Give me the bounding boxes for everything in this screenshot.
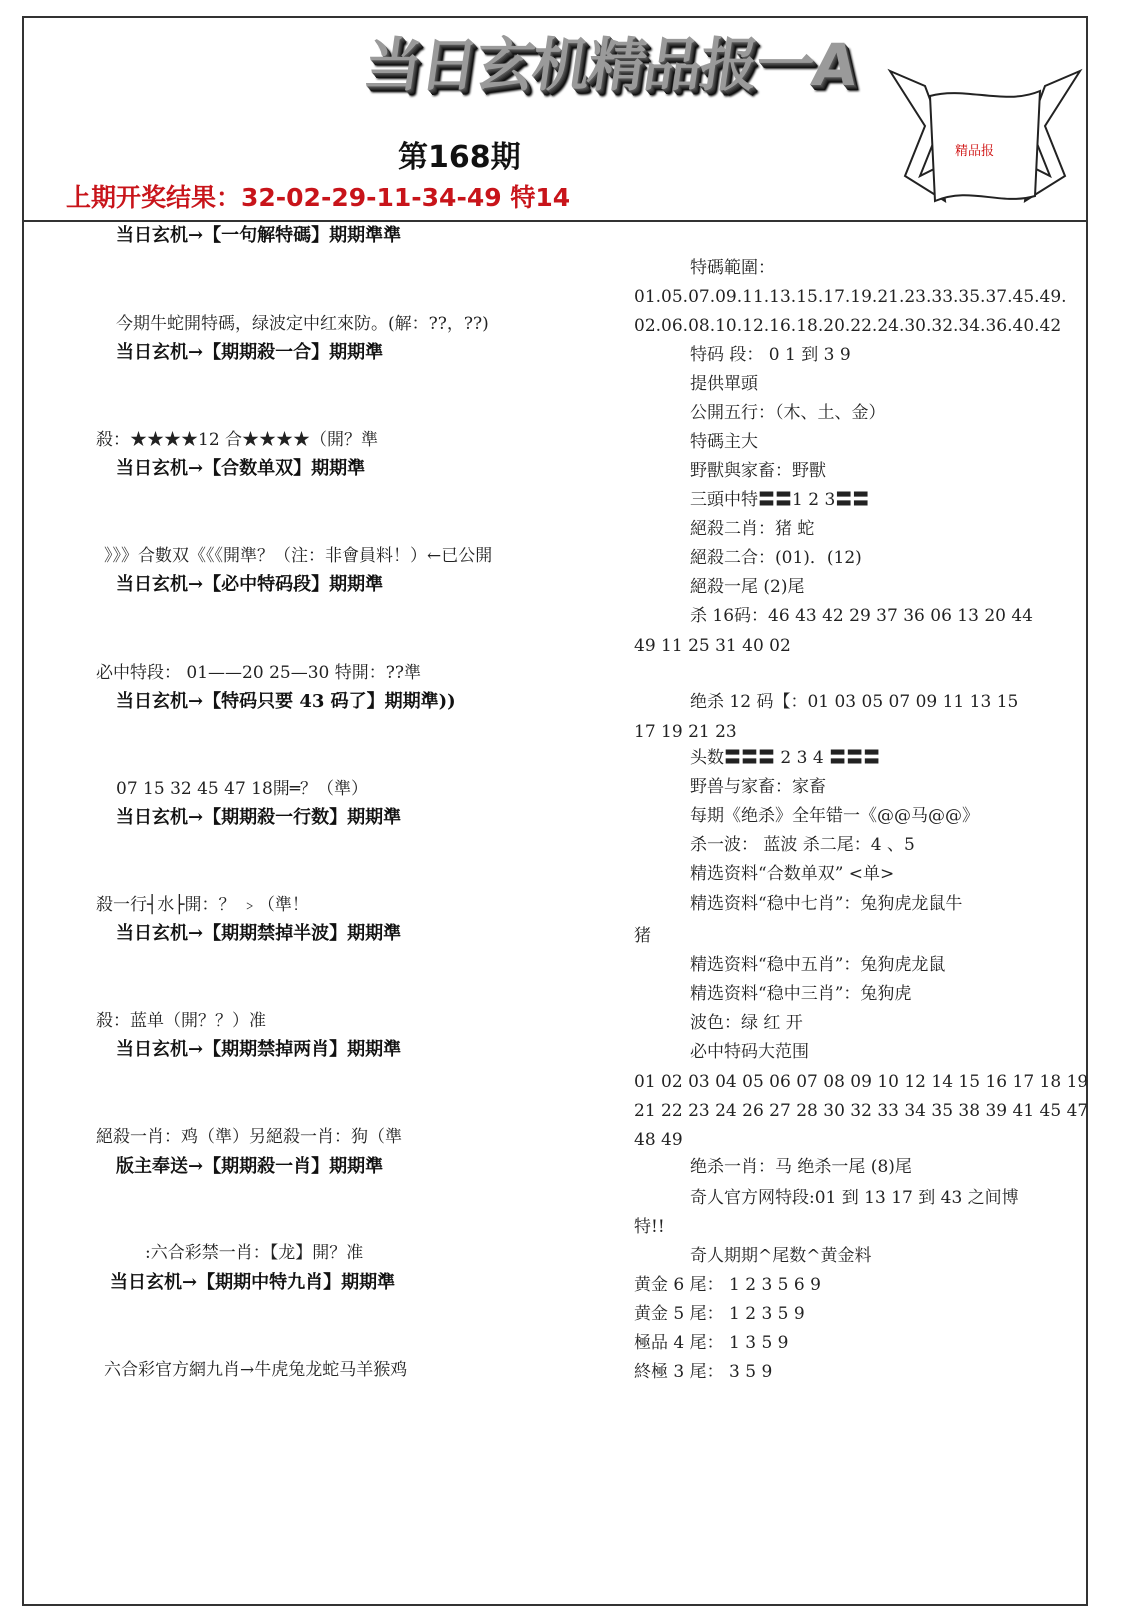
info-line: 杀 16码：46 43 42 29 37 36 06 13 20 44 [690,606,1033,626]
issue-number: 第168期 [398,140,521,175]
info-line: 野兽与家畜：家畜 [690,777,826,797]
section-heading: 当日玄机→【期期中特九肖】期期準 [110,1272,396,1293]
info-line: 絕殺二肖：猪 蛇 [690,519,815,539]
section-heading: 当日玄机→【期期禁掉两肖】期期準 [116,1039,402,1060]
header-divider [22,220,1088,222]
info-line: 野獸與家畜：野獸 [690,461,826,481]
info-line: 必中特码大范围 [690,1042,809,1062]
info-line: 絕殺二合：(01)．(12) [690,548,862,568]
info-line: 精选资料“合数单双” <单> [690,864,895,884]
info-line: 49 11 25 31 40 02 [634,636,791,656]
section-heading: 当日玄机→【期期殺一行数】期期準 [116,807,402,828]
info-line: 特碼範圍： [690,258,775,278]
section-heading: 当日玄机→【特码只要 43 码了】期期準)) [116,691,456,712]
section-heading: 当日玄机→【期期殺一合】期期準 [116,342,384,363]
info-line: 02.06.08.10.12.16.18.20.22.24.30.32.34.36.40.42 [634,316,1062,336]
section-content: 殺：★★★★12 合★★★★（開？準 [96,430,379,450]
info-line: 01 02 03 04 05 06 07 08 09 10 12 14 15 16 17 18 19 [634,1072,1089,1092]
info-line: 17 19 21 23 [634,722,737,742]
info-line: 奇人官方网特段:01 到 13 17 到 43 之间博 [690,1188,1019,1208]
info-line: 特码 段： 0 1 到 3 9 [690,345,851,365]
info-line: 精选资料“稳中五肖”：兔狗虎龙鼠 [690,955,946,975]
info-line: 头数〓〓〓 2 3 4 〓〓〓 [690,748,881,768]
section-heading: 当日玄机→【一句解特碼】期期準準 [116,225,402,246]
info-line: 绝杀一肖：马 绝杀一尾 (8)尾 [690,1157,912,1177]
info-line: 特!! [634,1217,665,1237]
info-line: 提供單頭 [690,374,758,394]
info-line: 杀一波： 蓝波 杀二尾：4 、5 [690,835,915,855]
section-content: 殺一行┤水├開：？ ﹥（準！ [96,895,309,915]
info-line: 猪 [634,926,651,946]
info-line: 绝杀 12 码【：01 03 05 07 09 11 13 15 [690,692,1019,712]
banner-icon-label: 精品报 [955,144,995,159]
info-line: 黄金 5 尾： 1 2 3 5 9 [634,1304,805,1324]
section-content: 必中特段： 01——20 25—30 特開：??準 [96,663,421,683]
info-line: 21 22 23 24 26 27 28 30 32 33 34 35 38 39 41 45 47 [634,1101,1089,1121]
info-line: 01.05.07.09.11.13.15.17.19.21.23.33.35.37.45.49. [634,287,1067,307]
info-line: 特碼主大 [690,432,758,452]
section-content: 六合彩官方網九肖→牛虎兔龙蛇马羊猴鸡 [104,1360,408,1380]
info-line: 奇人期期^尾数^黄金料 [690,1246,872,1266]
info-line: 終極 3 尾： 3 5 9 [634,1362,773,1382]
section-heading: 版主奉送→【期期殺一肖】期期準 [116,1156,384,1177]
info-line: 黄金 6 尾： 1 2 3 5 6 9 [634,1275,821,1295]
info-line: 極品 4 尾： 1 3 5 9 [634,1333,789,1353]
info-line: 波色：绿 红 开 [690,1013,803,1033]
section-heading: 当日玄机→【期期禁掉半波】期期準 [116,923,402,944]
info-line: 精选资料“稳中三肖”：兔狗虎 [690,984,912,1004]
info-line: 公開五行：（木、土、金） [690,403,886,423]
section-content: 殺：蓝单（開？？）准 [96,1011,266,1031]
section-content: 07 15 32 45 47 18開═？（準） [116,779,369,799]
banner-title: 当日玄机精品报一A [359,31,860,99]
info-line: 精选资料“稳中七肖”：兔狗虎龙鼠牛 [690,894,963,914]
info-line: 每期《绝杀》全年错一《@@马@@》 [690,806,979,826]
section-content: 》》》合數双《《《開準？（注：非會員料！）←已公開 [104,546,493,566]
section-heading: 当日玄机→【必中特码段】期期準 [116,574,384,595]
section-content: 絕殺一肖：鸡（準）另絕殺一肖：狗（準 [96,1127,402,1147]
info-line: 48 49 [634,1130,683,1150]
last-draw-result: 上期开奖结果：32-02-29-11-34-49 特14 [66,183,571,212]
section-content: :六合彩禁一肖：【龙】開？准 [145,1243,364,1263]
section-content: 今期牛蛇開特碼，绿波定中红來防。(解：??，??) [116,314,489,334]
section-heading: 当日玄机→【合数单双】期期準 [116,458,366,479]
info-line: 絕殺一尾 (2)尾 [690,577,805,597]
info-line: 三頭中特〓〓1 2 3〓〓 [690,490,870,510]
